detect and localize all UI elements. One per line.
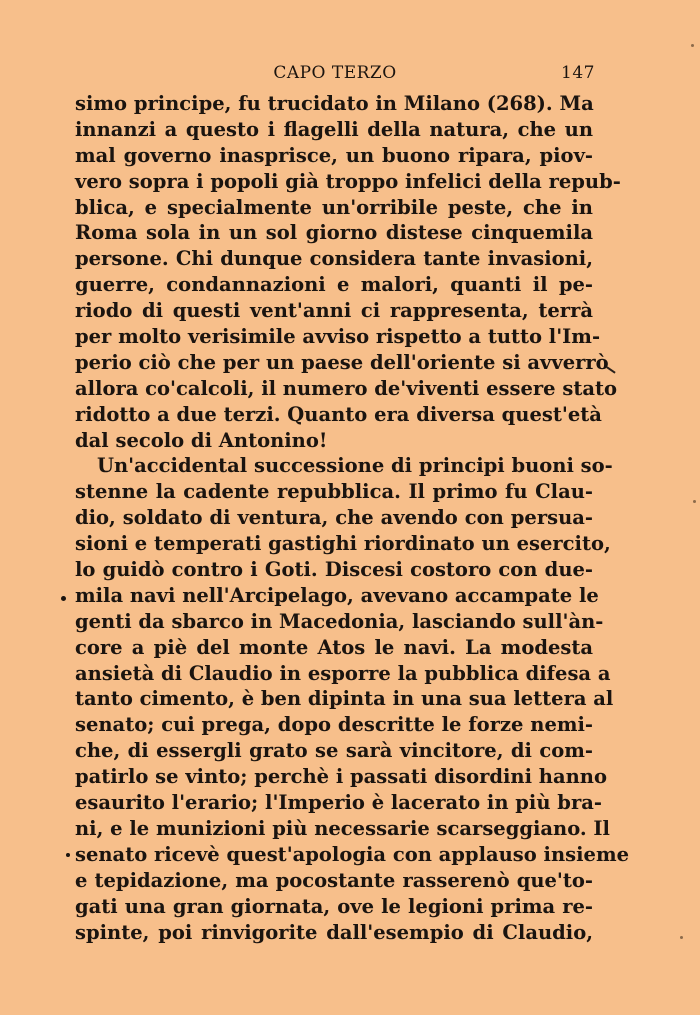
text-line: sioni e temperati gastighi riordinato un esercito, [75,532,611,556]
edge-speck [693,500,696,503]
text-line: e tepidazione, ma pocostante rasserenò que'to- [75,868,593,892]
text-line: persone. Chi dunque considera tante invasioni, [75,247,593,271]
text-line: esaurito l'erario; l'Imperio è lacerato in più bra- [75,791,602,815]
text-line: senato ricevè quest'apologia con applauso insieme [75,842,629,866]
edge-speck [680,936,683,939]
text-line: stenne la cadente repubblica. Il primo fu Clau- [75,480,593,504]
text-line: ansietà di Claudio in esporre la pubblica difesa a [75,661,611,685]
text-line: perio ciò che per un paese dell'oriente si avverrò [75,350,609,374]
text-line: mal governo inasprisce, un buono ripara, piov- [75,143,593,167]
text-line: tanto cimento, è ben dipinta in una sua lettera al [75,687,614,711]
text-line: vero sopra i popoli già troppo infelici della repub- [75,169,621,193]
text-line: riodo di questi vent'anni ci rappresenta, terrà [75,299,593,323]
text-line: dal secolo di Antonino! [75,428,328,452]
text-line: guerre, condannazioni e malori, quanti il pe- [75,273,593,297]
text-line: dio, soldato di ventura, che avendo con persua- [75,506,593,530]
text-line: lo guidò contro i Goti. Discesi costoro con due- [75,558,593,582]
ink-dot [66,853,70,857]
text-line: core a piè del monte Atos le navi. La modesta [75,635,593,659]
text-line: innanzi a questo i flagelli della natura, che un [75,117,593,141]
text-line: spinte, poi rinvigorite dall'esempio di Claudio, [75,920,593,944]
text-line: blica, e specialmente un'orribile peste, che in [75,195,593,219]
text-line: che, di essergli grato se sarà vincitore, di com- [75,739,593,763]
page-number: 147 [561,63,595,83]
text-line: Un'accidental successione di principi buoni so- [97,454,613,478]
text-line: ridotto a due terzi. Quanto era diversa quest'età [75,402,602,426]
page-header [75,63,595,87]
text-line: ni, e le munizioni più necessarie scarseggiano. Il [75,816,610,840]
text-line: simo principe, fu trucidato in Milano (268). Ma [75,92,594,115]
text-line: Roma sola in un sol giorno distese cinquemila [75,221,593,245]
text-line: senato; cui prega, dopo descritte le forze nemi- [75,713,593,737]
text-line: per molto verisimile avviso rispetto a tutto l'Im- [75,325,601,349]
text-line: genti da sbarco in Macedonia, lasciando sull'àn- [75,609,604,633]
text-line: mila navi nell'Arcipelago, avevano accampate le [75,583,599,607]
ink-dot [61,596,66,601]
text-line: gati una gran giornata, ove le legioni prima re- [75,894,593,918]
text-line: allora co'calcoli, il numero de'viventi essere stato [75,376,618,400]
edge-speck [691,44,694,47]
body-text [75,91,629,945]
text-line: patirlo se vinto; perchè i passati disordini hanno [75,765,607,789]
running-head: CAPO TERZO [273,63,397,83]
